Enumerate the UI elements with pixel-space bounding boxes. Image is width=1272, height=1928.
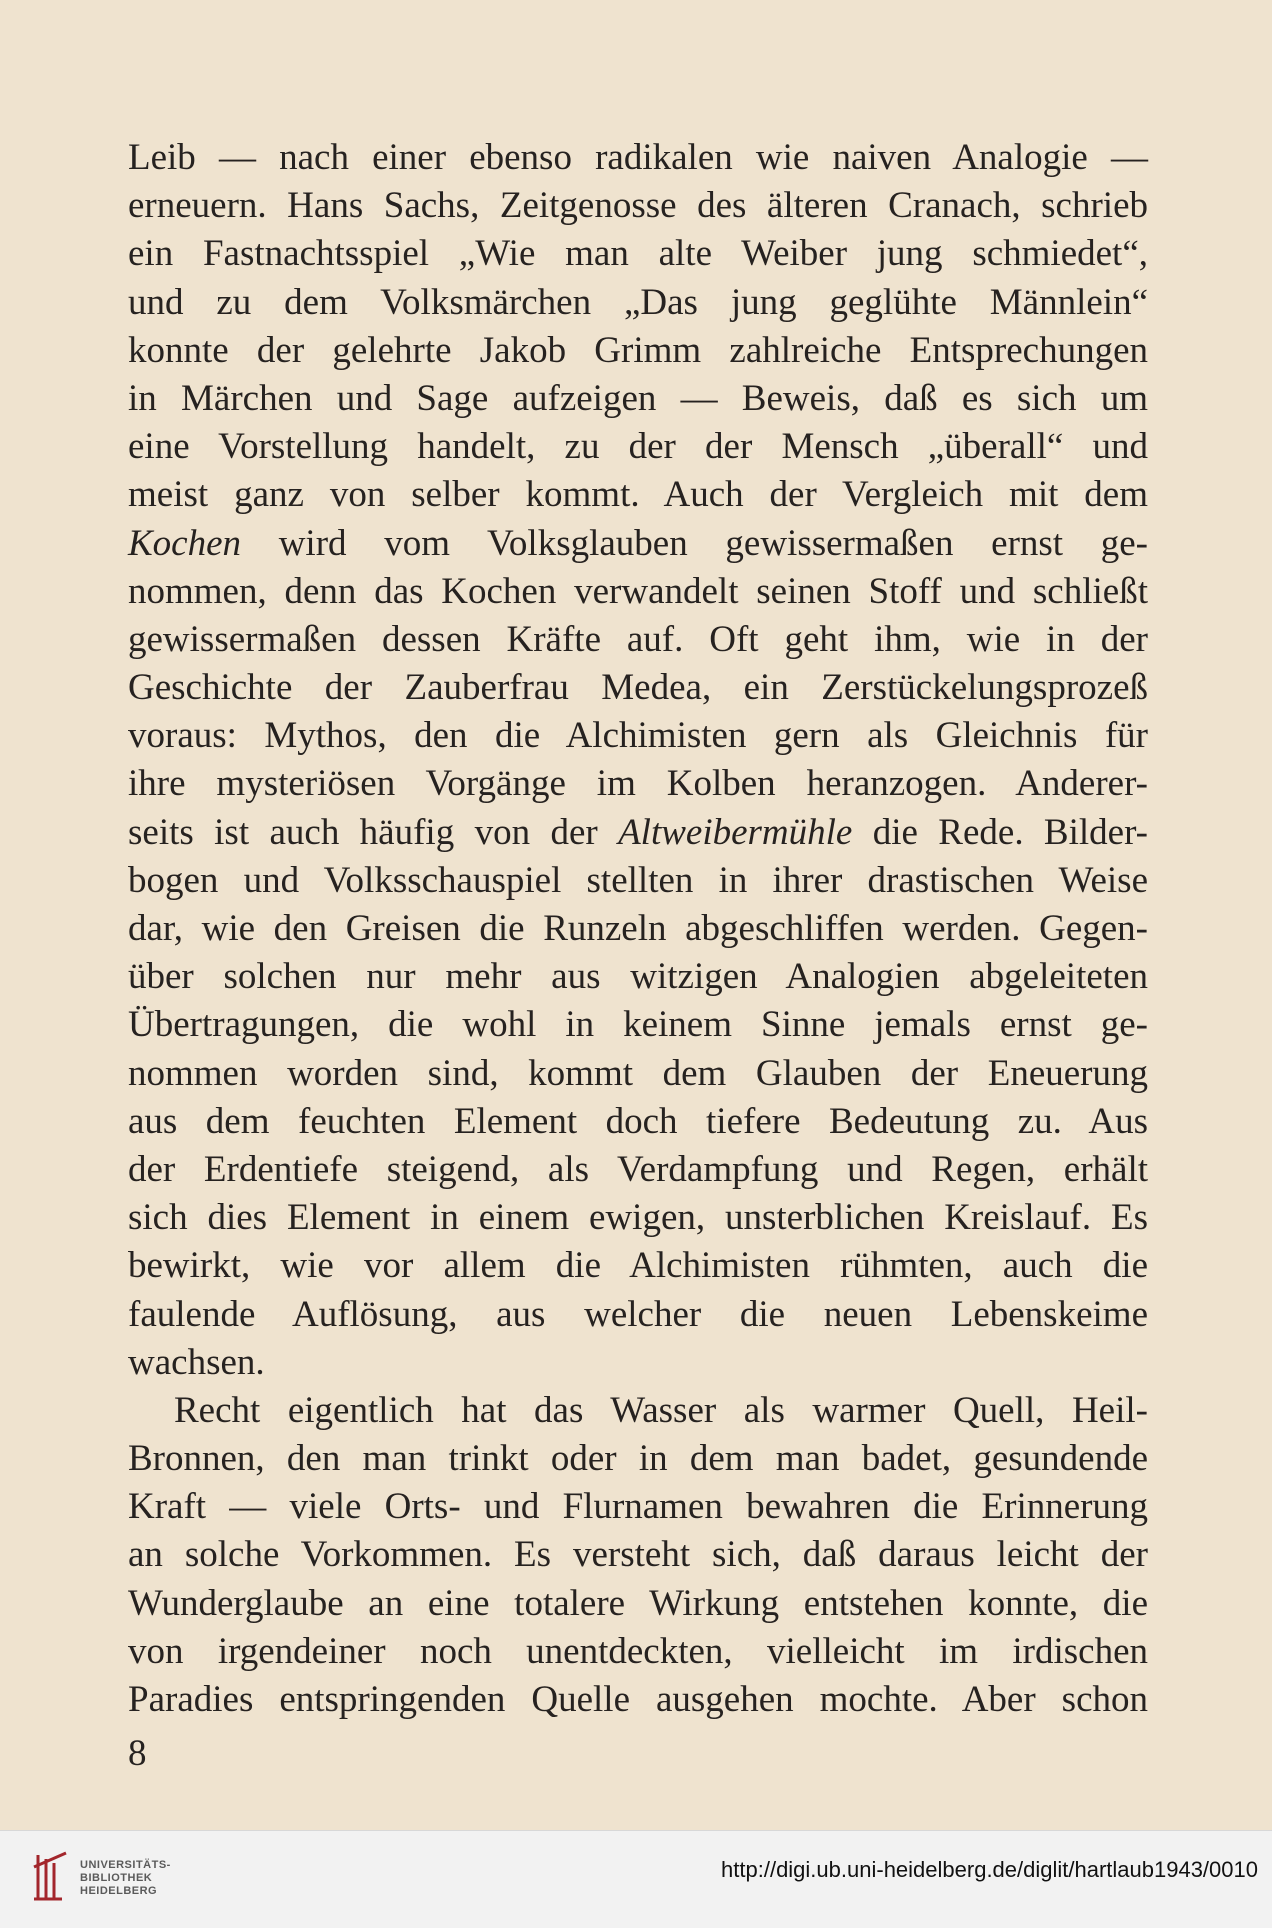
text-line: der Erdentiefe steigend, als Verdampfung und Regen, erhält [128, 1148, 1148, 1190]
source-url-link[interactable]: http://digi.ub.uni-heidelberg.de/diglit/hartlaub1943/0010 [721, 1857, 1258, 1882]
page-number: 8 [128, 1733, 147, 1774]
library-name-line: BIBLIOTHEK [80, 1872, 153, 1884]
text-line: in Märchen und Sage aufzeigen — Beweis, daß es sich um [128, 377, 1148, 419]
text-line: konnte der gelehrte Jakob Grimm zahlreiche Entsprechungen [128, 329, 1148, 371]
altweiber-pre: seits ist auch häufig von der [128, 811, 619, 853]
italic-kochen: Kochen [128, 522, 242, 564]
text-line: sich dies Element in einem ewigen, unsterblichen Kreislauf. Es [128, 1197, 1148, 1239]
text-line: ein Fastnachtsspiel „Wie man alte Weiber jung schmiedet“, [128, 233, 1148, 275]
library-name-line: HEIDELBERG [80, 1885, 158, 1897]
altweiber-post: die Rede. Bilder- [852, 811, 1148, 853]
text-line: Kraft — viele Orts- und Flurnamen bewahren die Erinnerung [128, 1486, 1148, 1528]
text-line: über solchen nur mehr aus witzigen Analogien abgeleiteten [128, 956, 1148, 998]
digitization-footer [0, 1830, 1272, 1928]
text-line: eine Vorstellung handelt, zu der der Mensch „überall“ und [128, 426, 1148, 468]
text-line: Geschichte der Zauberfrau Medea, ein Zerstückelungsprozeß [128, 667, 1148, 709]
body-text [128, 134, 1148, 1724]
text-line: meist ganz von selber kommt. Auch der Vergleich mit dem [128, 474, 1148, 516]
text-line: Übertragungen, die wohl in keinem Sinne jemals ernst ge- [128, 1004, 1148, 1046]
text-line: faulende Auflösung, aus welcher die neuen Lebenskeime [128, 1293, 1148, 1335]
text-line: aus dem feuchten Element doch tiefere Bedeutung zu. Aus [128, 1100, 1148, 1142]
library-logo-icon [30, 1849, 70, 1905]
text-line-kochen [128, 520, 1148, 568]
text-line: bogen und Volksschauspiel stellten in ihrer drastischen Weise [128, 859, 1148, 901]
italic-altweibermuehle: Altweibermühle [618, 811, 853, 853]
text-line: gewissermaßen dessen Kräfte auf. Oft geht ihm, wie in der [128, 618, 1148, 660]
text-line: Bronnen, den man trinkt oder in dem man badet, gesundende [128, 1438, 1148, 1480]
text-line: voraus: Mythos, den die Alchimisten gern als Gleichnis für [128, 715, 1148, 757]
text-line: ihre mysteriösen Vorgänge im Kolben heranzogen. Anderer- [128, 763, 1148, 805]
text-line: wachsen. [128, 1341, 265, 1383]
paragraph-start: Recht eigentlich hat das Wasser als warmer Quell, Heil- [174, 1389, 1148, 1431]
text-line: bewirkt, wie vor allem die Alchimisten rühmten, auch die [128, 1245, 1148, 1287]
text-line: erneuern. Hans Sachs, Zeitgenosse des älteren Cranach, schrieb [128, 185, 1148, 227]
text-line: und zu dem Volksmärchen „Das jung geglühte Männlein“ [128, 281, 1148, 323]
text-line: an solche Vorkommen. Es versteht sich, daß daraus leicht der [128, 1534, 1148, 1576]
text-line: dar, wie den Greisen die Runzeln abgeschliffen werden. Gegen- [128, 908, 1148, 949]
library-name [80, 1859, 171, 1898]
text-line: Leib — nach einer ebenso radikalen wie naiven Analogie — [128, 137, 1148, 178]
library-name-line: UNIVERSITÄTS- [80, 1859, 171, 1871]
text-line: von irgendeiner noch unentdeckten, vielleicht im irdischen [128, 1630, 1148, 1672]
text-line-altweiber [128, 809, 1148, 857]
text-line: Wunderglaube an eine totalere Wirkung entstehen konnte, die [128, 1582, 1148, 1624]
text-line: nommen worden sind, kommt dem Glauben der Eneuerung [128, 1052, 1148, 1094]
text-line: Paradies entspringenden Quelle ausgehen mochte. Aber schon [128, 1679, 1148, 1720]
kochen-rest: wird vom Volksglauben gewissermaßen ernst ge- [241, 522, 1148, 564]
text-line: nommen, denn das Kochen verwandelt seinen Stoff und schließt [128, 570, 1148, 612]
